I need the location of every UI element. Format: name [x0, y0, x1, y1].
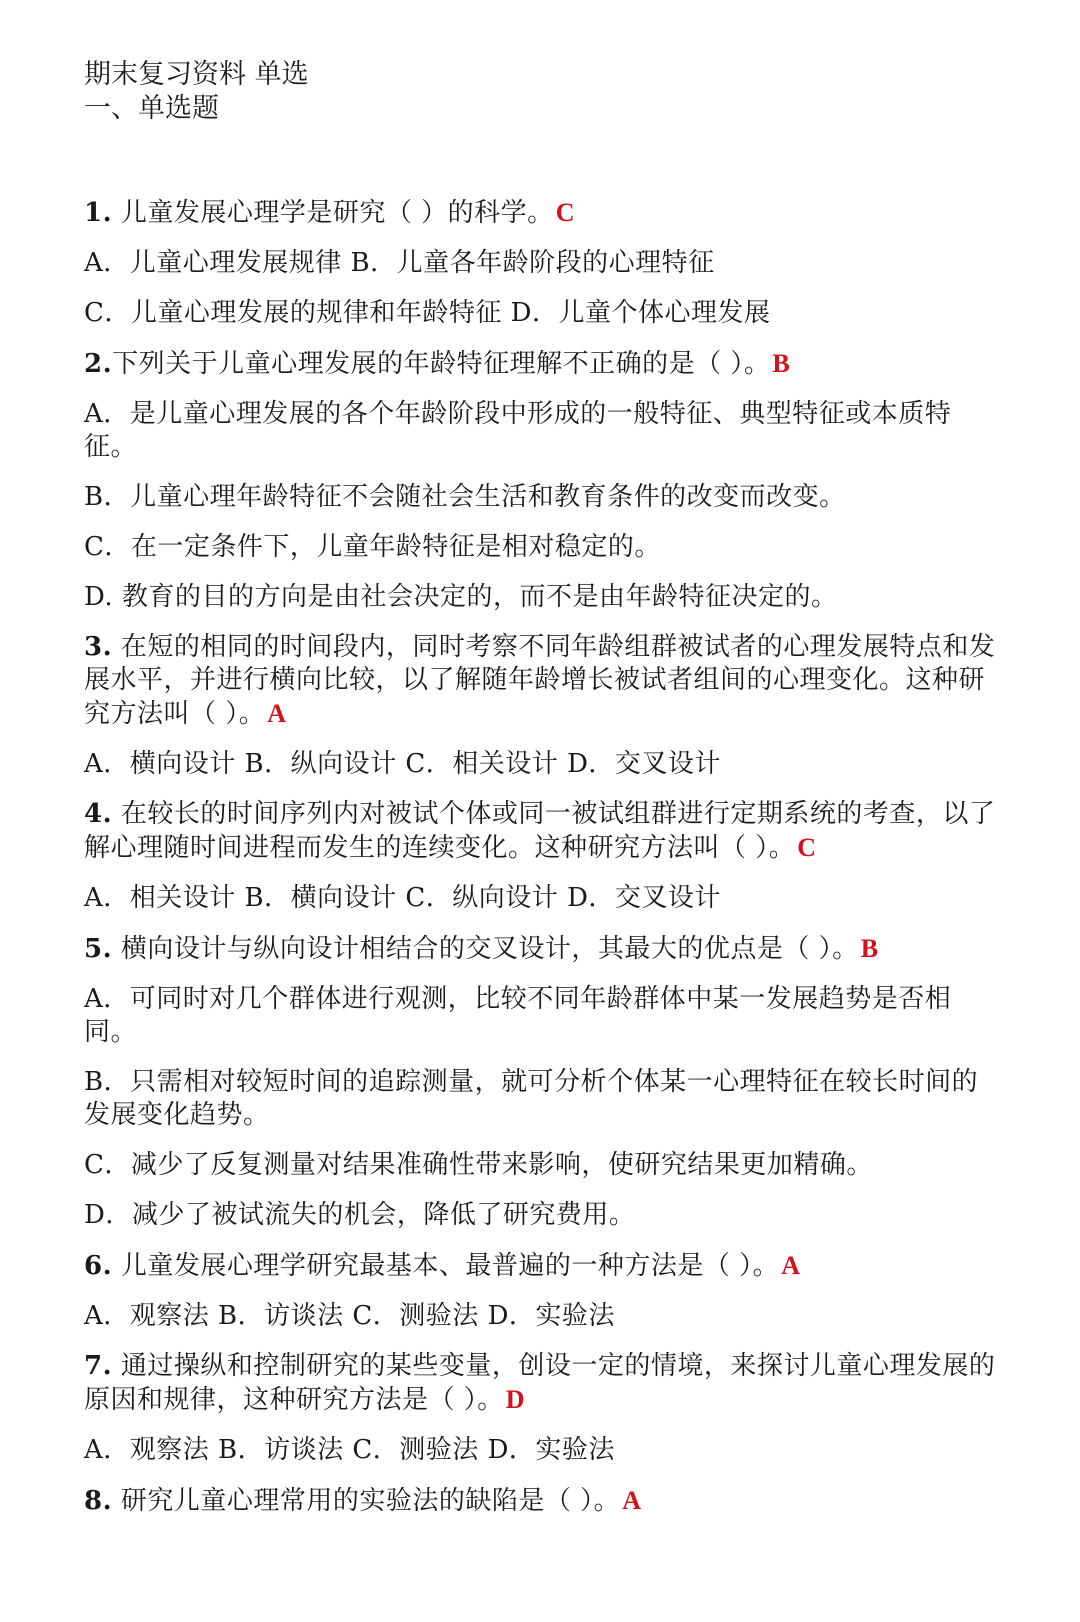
question-8	[84, 1484, 1004, 1518]
question-stem	[84, 196, 1004, 230]
option-line: D．减少了被试流失的机会，降低了研究费用。	[84, 1200, 636, 1230]
option-line: A．观察法 B．访谈法 C．测验法 D．实验法	[84, 1301, 615, 1331]
answer-key: C	[555, 198, 575, 227]
option-line: C．在一定条件下，儿童年龄特征是相对稳定的。	[84, 532, 661, 562]
question-1	[84, 196, 1004, 330]
question-4	[84, 798, 1004, 915]
answer-key: A	[622, 1486, 642, 1515]
question-number: 6.	[84, 1251, 113, 1281]
answer-key: A	[781, 1251, 801, 1280]
question-text: 通过操纵和控制研究的某些变量，创设一定的情境，来探讨儿童心理发展的原因和规律，这种研究方法是（ ）。	[84, 1351, 996, 1415]
question-3	[84, 631, 1004, 781]
question-text: 横向设计与纵向设计相结合的交叉设计，其最大的优点是（ ）。	[112, 934, 859, 964]
answer-key: B	[860, 934, 879, 963]
document-page	[84, 58, 1004, 1535]
question-6	[84, 1249, 1004, 1333]
option-line: C．儿童心理发展的规律和年龄特征 D．儿童个体心理发展	[84, 298, 771, 328]
question-stem	[84, 347, 1004, 381]
option-line: D. 教育的目的方向是由社会决定的，而不是由年龄特征决定的。	[84, 582, 838, 612]
question-stem	[84, 932, 1004, 966]
option-line: A．观察法 B．访谈法 C．测验法 D．实验法	[84, 1435, 615, 1465]
question-stem	[84, 1249, 1004, 1283]
option-line: A．相关设计 B．横向设计 C．纵向设计 D．交叉设计	[84, 883, 721, 913]
option-line: A．可同时对几个群体进行观测，比较不同年龄群体中某一发展趋势是否相同。	[84, 984, 952, 1047]
question-stem	[84, 798, 1004, 865]
option-line: A．是儿童心理发展的各个年龄阶段中形成的一般特征、典型特征或本质特征。	[84, 399, 952, 462]
question-stem	[84, 1484, 1004, 1518]
document-title: 期末复习资料 单选	[84, 59, 309, 90]
question-text: 儿童发展心理学是研究（ ）的科学。	[112, 198, 554, 228]
question-stem	[84, 631, 1004, 731]
option-line: A．儿童心理发展规律 B．儿童各年龄阶段的心理特征	[84, 248, 715, 278]
option-line: C．减少了反复测量对结果准确性带来影响，使研究结果更加精确。	[84, 1150, 873, 1180]
answer-key: D	[505, 1385, 526, 1414]
question-number: 1.	[84, 198, 113, 228]
question-number: 8.	[84, 1486, 113, 1516]
question-list	[84, 196, 1004, 1518]
question-text: 下列关于儿童心理发展的年龄特征理解不正确的是（ ）。	[112, 349, 771, 379]
question-5	[84, 932, 1004, 1232]
section-heading: 一、单选题	[84, 93, 219, 124]
question-text: 儿童发展心理学研究最基本、最普遍的一种方法是（ ）。	[112, 1251, 780, 1281]
question-text: 在短的相同的时间段内，同时考察不同年龄组群被试者的心理发展特点和发展水平，并进行横向比较，以了解随年龄增长被试者组间的心理变化。这种研究方法叫（ ）。	[84, 632, 996, 729]
question-text: 研究儿童心理常用的实验法的缺陷是（ ）。	[112, 1486, 621, 1516]
question-text: 在较长的时间序列内对被试个体或同一被试组群进行定期系统的考查，以了解心理随时间进程而发生的连续变化。这种研究方法叫（ ）。	[84, 799, 996, 863]
question-number: 4.	[84, 799, 113, 829]
answer-key: C	[797, 833, 817, 862]
option-line: B．儿童心理年龄特征不会随社会生活和教育条件的改变而改变。	[84, 482, 846, 512]
question-stem	[84, 1350, 1004, 1417]
question-number: 2.	[84, 349, 113, 379]
question-number: 3.	[84, 632, 113, 662]
question-2	[84, 347, 1004, 614]
question-7	[84, 1350, 1004, 1467]
answer-key: A	[267, 699, 287, 728]
question-number: 5.	[84, 934, 113, 964]
answer-key: B	[772, 349, 791, 378]
option-line: B．只需相对较短时间的追踪测量，就可分析个体某一心理特征在较长时间的发展变化趋势。	[84, 1067, 979, 1130]
question-number: 7.	[84, 1351, 113, 1381]
option-line: A．横向设计 B．纵向设计 C．相关设计 D．交叉设计	[84, 749, 721, 779]
